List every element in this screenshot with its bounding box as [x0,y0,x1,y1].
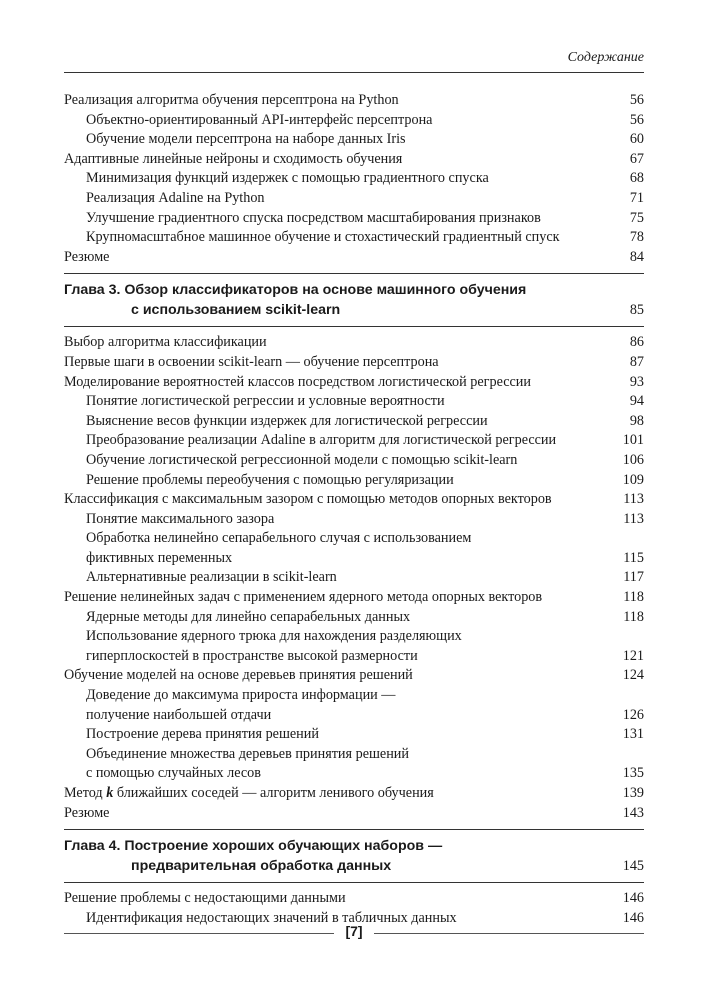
chapter-heading-4[interactable] [64,836,644,876]
page-footer [64,923,644,943]
toc-entry-title: Реализация алгоритма обучения персептрона на Python [64,92,399,108]
toc-page-number: 131 [622,726,644,743]
toc-entry-title: Ядерные методы для линейно сепарабельных данных [86,608,411,625]
chapter-divider [64,273,644,274]
toc-page-number: 85 [629,302,644,319]
toc-entry-title-line2: с помощью случайных лесов [86,765,261,782]
toc-entry-title: Решение проблемы переобучения с помощью регуляризации [86,471,454,488]
toc-entry-title: Преобразование реализации Adaline в алгоритм для логистической регрессии [86,432,557,449]
toc-page-number: 139 [622,785,644,801]
toc-entry-title: Улучшение градиентного спуска посредством масштабирования признаков [86,209,541,226]
toc-page-number: 101 [622,432,644,449]
toc-entry-title-line1: Обработка нелинейно сепарабельного случая с использованием [86,530,472,547]
toc-title-rest: ближайших соседей — алгоритм ленивого обучения [113,785,434,801]
toc-page-number: 67 [629,150,644,167]
toc-page-number: 121 [622,647,644,664]
toc-subentry[interactable] [64,510,644,530]
toc-entry-title: Минимизация функций издержек с помощью градиентного спуска [86,170,489,187]
toc-subentry[interactable] [64,412,644,432]
toc-subentry[interactable] [64,608,644,628]
toc-page-number: 113 [623,510,644,527]
toc-page-number: 60 [629,131,644,148]
toc-subentry[interactable] [64,627,644,666]
toc-page-number: 117 [623,569,644,586]
toc-subentry[interactable] [64,451,644,471]
toc-entry[interactable] [64,333,644,353]
toc-entry[interactable] [64,490,644,510]
toc-page-number: 71 [629,189,644,206]
toc-page-number: 93 [629,373,644,390]
toc-subentry[interactable] [64,392,644,412]
toc-entry[interactable] [64,373,644,393]
toc-page-number: 75 [629,209,644,226]
toc-entry-title: Идентификация недостающих значений в табличных данных [86,909,457,926]
toc-page-number: 87 [629,353,644,370]
toc-page-number: 78 [629,229,644,246]
table-of-contents [64,91,644,928]
toc-entry[interactable] [64,804,644,824]
toc-entry[interactable] [64,784,644,804]
toc-entry-title-line2: гиперплоскостей в пространстве высокой размерности [86,647,418,664]
toc-entry-title-line1: Объединение множества деревьев принятия решений [86,745,409,762]
toc-entry-title: Реализация Adaline на Python [86,189,265,206]
toc-entry-title: Выбор алгоритма классификации [64,334,267,351]
toc-entry-title: Обучение моделей на основе деревьев принятия решений [64,667,413,684]
toc-subentry[interactable] [64,169,644,189]
toc-page-number: 113 [623,491,644,508]
chapter-divider [64,829,644,830]
toc-page-number: 56 [629,111,644,128]
toc-subentry[interactable] [64,228,644,248]
toc-page-number: 106 [622,451,644,468]
chapter-title-line2: предварительная обработка данных [131,858,392,875]
toc-page-number: 98 [629,412,644,429]
toc-page-number: 126 [622,706,644,723]
toc-entry[interactable] [64,353,644,373]
toc-page-number: 118 [623,608,644,625]
toc-page-number: 135 [622,765,644,782]
toc-subentry[interactable] [64,189,644,209]
toc-entry-title: Моделирование вероятностей классов посредством логистической регрессии [64,373,531,390]
toc-entry-title-line1: Доведение до максимума прироста информации — [86,687,396,704]
toc-page-number: 84 [629,248,644,265]
toc-entry-title: Адаптивные линейные нейроны и сходимость обучения [64,150,403,167]
toc-entry[interactable] [64,666,644,686]
toc-page-number: 94 [629,393,644,410]
toc-subentry[interactable] [64,745,644,784]
toc-subentry[interactable] [64,209,644,229]
toc-entry[interactable] [64,91,644,111]
toc-entry-title [64,785,434,801]
toc-page-number: 109 [622,471,644,488]
chapter-title-line2: с использованием scikit-learn [131,302,341,319]
toc-entry[interactable] [64,150,644,170]
toc-entry[interactable] [64,889,644,909]
toc-page-number: 146 [622,909,644,926]
toc-subentry[interactable] [64,686,644,725]
toc-entry-title: Понятие логистической регрессии и условные вероятности [86,393,445,410]
footer-rule-right [374,933,644,934]
toc-entry-title: Объектно-ориентированный API-интерфейс персептрона [86,111,433,128]
toc-entry-title: Резюме [64,804,110,821]
toc-entry-title: Понятие максимального зазора [86,510,275,527]
toc-subentry[interactable] [64,431,644,451]
toc-title-k-variable: k [106,785,114,801]
toc-entry-title: Построение дерева принятия решений [86,726,319,743]
chapter-divider [64,326,644,327]
toc-subentry[interactable] [64,725,644,745]
toc-subentry[interactable] [64,111,644,131]
toc-entry-title: Крупномасштабное машинное обучение и стохастический градиентный спуск [86,229,560,246]
chapter-divider [64,882,644,883]
header-rule [64,72,644,73]
toc-entry-title: Обучение логистической регрессионной модели с помощью scikit-learn [86,451,518,468]
toc-page-number: 145 [622,858,644,875]
toc-entry-title: Решение нелинейных задач с применением ядерного метода опорных векторов [64,589,543,606]
toc-entry-title-line2: получение наибольшей отдачи [86,706,272,723]
toc-page-number: 68 [629,170,644,187]
toc-page-number: 143 [622,804,644,821]
toc-subentry[interactable] [64,568,644,588]
toc-page-number: 56 [629,92,644,108]
toc-entry-title: Первые шаги в освоении scikit-learn — обучение персептрона [64,353,439,370]
toc-page-number: 115 [623,549,644,566]
toc-entry-title: Резюме [64,248,110,265]
toc-subentry[interactable] [64,471,644,491]
page-number: [7] [345,923,363,939]
toc-entry-title: Классификация с максимальным зазором с помощью методов опорных векторов [64,491,552,508]
chapter-title-line1: Глава 4. Построение хороших обучающих наборов — [64,838,443,855]
toc-page-number: 118 [623,589,644,606]
toc-entry[interactable] [64,248,644,268]
toc-subentry[interactable] [64,130,644,150]
toc-entry[interactable] [64,588,644,608]
toc-entry-title-line1: Использование ядерного трюка для нахождения разделяющих [86,628,462,645]
toc-entry-title: Обучение модели персептрона на наборе данных Iris [86,131,406,148]
chapter-title-line1: Глава 3. Обзор классификаторов на основе машинного обучения [64,282,527,299]
toc-entry-title: Выяснение весов функции издержек для логистической регрессии [86,412,488,429]
toc-page-number: 124 [622,667,644,684]
toc-title-prefix: Метод [64,785,107,801]
toc-entry-title-line2: фиктивных переменных [86,549,233,566]
toc-subentry[interactable] [64,529,644,568]
running-header: Содержание [567,50,644,65]
toc-page-number: 146 [622,890,644,907]
toc-entry-title: Решение проблемы с недостающими данными [64,890,346,907]
toc-entry-title: Альтернативные реализации в scikit-learn [86,569,337,586]
chapter-heading-3[interactable] [64,280,644,320]
toc-page-number: 86 [629,334,644,351]
